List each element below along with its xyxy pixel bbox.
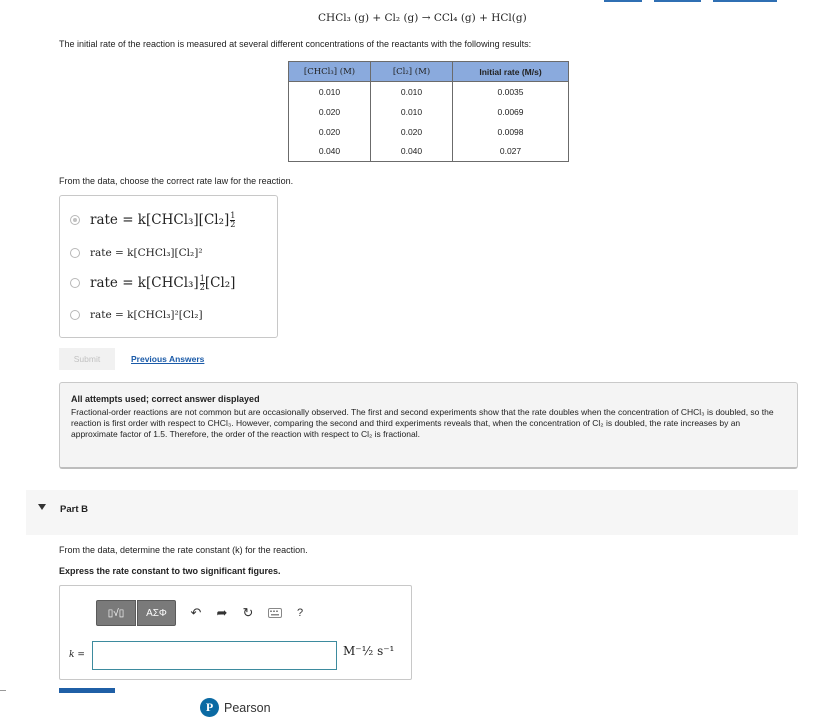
table-cell: 0.0069	[453, 102, 569, 122]
option-text: rate = k[CHCl₃][Cl₂]	[90, 212, 230, 228]
frac-numerator: 1	[230, 210, 236, 221]
table-cell: 0.040	[371, 142, 453, 162]
part-b-instruction: Express the rate constant to two significant figures.	[59, 566, 281, 576]
data-table	[288, 61, 569, 162]
redo-icon[interactable]: ➦	[216, 605, 228, 620]
option-text: rate = k[CHCl₃][Cl₂]²	[90, 247, 203, 259]
part-b-label: Part B	[60, 504, 88, 515]
frac-numerator: 1	[199, 273, 205, 284]
radio-button[interactable]	[70, 310, 80, 320]
k-label: k =	[69, 650, 85, 660]
answer-box	[59, 585, 412, 680]
pearson-logo-icon: P	[200, 698, 219, 717]
table-row	[289, 102, 569, 122]
reset-icon[interactable]: ↻	[242, 605, 254, 620]
feedback-panel	[59, 382, 798, 469]
table-cell: 0.010	[371, 102, 453, 122]
radio-button[interactable]	[70, 248, 80, 258]
submit-part-b-button[interactable]	[59, 688, 115, 693]
units-label: M⁻½ s⁻¹	[343, 644, 395, 658]
choose-prompt: From the data, choose the correct rate law for the reaction.	[59, 176, 294, 186]
tab-indicator	[713, 0, 777, 2]
previous-answers-link[interactable]: Previous Answers	[131, 354, 205, 364]
table-cell: 0.0098	[453, 122, 569, 142]
submit-button[interactable]: Submit	[59, 348, 115, 370]
pearson-brand	[200, 698, 271, 717]
table-cell: 0.0035	[453, 82, 569, 102]
table-row	[289, 122, 569, 142]
k-answer-input[interactable]	[92, 641, 337, 670]
option-rate-law-3[interactable]	[70, 275, 235, 291]
templates-button[interactable]: ▯√▯	[96, 600, 136, 626]
table-header-chcl3: [CHCl₃] (M)	[289, 62, 371, 82]
table-cell: 0.027	[453, 142, 569, 162]
reaction-equation: CHCl₃ (g) + Cl₂ (g) → CCl₄ (g) + HCl(g)	[318, 12, 527, 24]
divider	[0, 690, 6, 691]
option-rate-law-1[interactable]	[70, 212, 235, 228]
frac-denominator: 2	[230, 218, 236, 229]
feedback-body: Fractional-order reactions are not common but are occasionally observed. The first and second experiments show that the rate doubles when the concentration of CHCl₃ is doubled, so the reaction is first order with respect to CHCl₃. However, comparing the second and third experiments reveals that, when the concentration of Cl₂ is doubled, the rate increases by an approximate factor of 1.5. Therefore, the order of the reaction with respect to Cl₂ is fractional.	[71, 406, 774, 439]
option-rate-law-4[interactable]	[70, 309, 203, 321]
undo-icon[interactable]: ↶	[190, 605, 202, 620]
radio-button-selected[interactable]	[70, 215, 80, 225]
top-tab-indicators	[600, 0, 800, 4]
frac-denominator: 2	[199, 281, 205, 292]
table-cell: 0.020	[289, 102, 371, 122]
feedback-title: All attempts used; correct answer displayed	[71, 394, 260, 404]
radio-button[interactable]	[70, 278, 80, 288]
math-toolbar	[96, 600, 306, 626]
tab-indicator	[654, 0, 701, 2]
table-cell: 0.020	[289, 122, 371, 142]
tab-indicator	[604, 0, 642, 2]
option-text: rate = k[CHCl₃]²[Cl₂]	[90, 309, 203, 321]
part-b-question: From the data, determine the rate constant (k) for the reaction.	[59, 545, 308, 555]
option-text: rate = k[CHCl₃]	[90, 275, 199, 291]
table-cell: 0.010	[289, 82, 371, 102]
table-cell: 0.040	[289, 142, 371, 162]
table-row	[289, 142, 569, 162]
collapse-caret-icon[interactable]	[38, 504, 46, 510]
greek-symbols-button[interactable]: ΑΣΦ	[137, 600, 176, 626]
table-header-rate: Initial rate (M/s)	[453, 62, 569, 82]
fraction-exponent	[230, 212, 235, 228]
table-cell: 0.020	[371, 122, 453, 142]
brand-name: Pearson	[224, 700, 271, 715]
table-cell: 0.010	[371, 82, 453, 102]
rate-law-options	[59, 195, 278, 338]
table-header-cl2: [Cl₂] (M)	[371, 62, 453, 82]
option-text-suffix: [Cl₂]	[204, 275, 236, 291]
intro-text: The initial rate of the reaction is measured at several different concentrations of the reactants with the following results:	[59, 39, 532, 49]
help-icon[interactable]: ?	[296, 607, 304, 619]
option-rate-law-2[interactable]	[70, 247, 203, 259]
keyboard-icon[interactable]	[268, 606, 280, 621]
table-row	[289, 82, 569, 102]
part-b-header[interactable]	[26, 490, 798, 535]
